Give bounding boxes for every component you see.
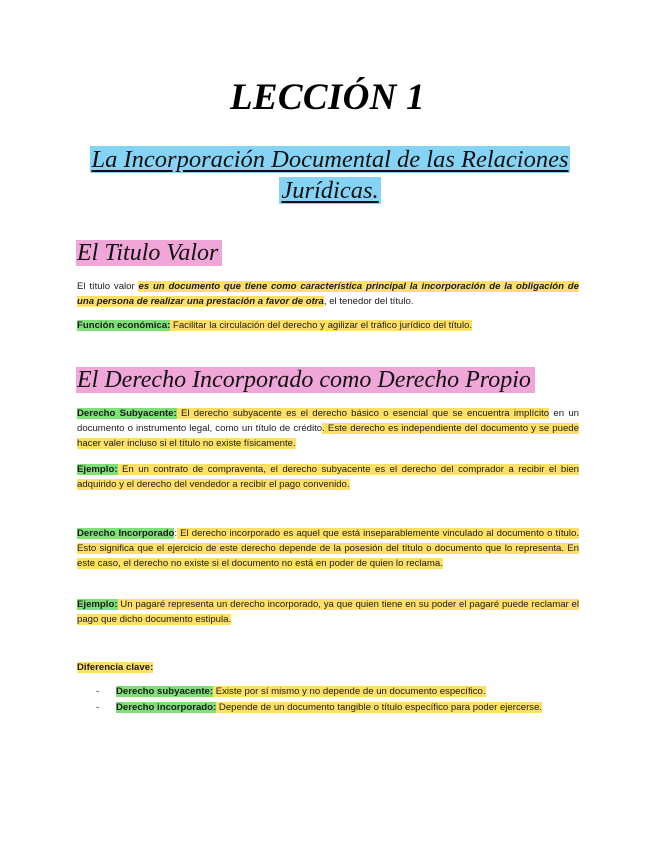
subtitle-text: La Incorporación Documental de las Relaciones Jurídicas. [91,146,569,204]
list-bullet: - [96,702,100,713]
heading-titulo-valor-text: El Titulo Valor [76,240,222,266]
subyacente-text-b: en un documento o instrumento legal, como un título de crédito [77,408,579,434]
paragraph-derecho-subyacente [77,406,579,451]
page-subtitle [70,144,590,206]
heading-derecho-propio [76,367,535,394]
paragraph-ejemplo-1 [77,462,579,492]
diferencia-label: Diferencia clave: [77,662,154,673]
paragraph-derecho-incorporado [77,526,579,571]
diferencias-list [92,684,579,716]
list-item-text: Existe por sí mismo y no depende de un documento específico. [213,686,486,697]
funcion-label: Función económica: [77,320,171,331]
def-pre-text: El título valor [77,281,139,292]
paragraph-ejemplo-2 [77,597,579,627]
incorporado-text-a: El derecho incorporado es aquel que está inseparablemente vinculado al documento o título. [177,528,579,539]
heading-derecho-propio-text: El Derecho Incorporado como Derecho Propio [76,367,535,393]
subyacente-label: Derecho Subyacente: [77,408,177,419]
list-bullet: - [96,686,100,697]
subyacente-text-c: . Este derecho es independiente del documento y se puede hacer valer incluso si el título no existe físicamente. [77,423,579,449]
incorporado-text-b: Esto significa que el ejercicio de este derecho depende de la posesión del título o documento que lo representa. [77,543,564,554]
paragraph-definicion-titulo-valor [77,279,579,309]
list-item-label: Derecho incorporado: [116,702,217,713]
ejemplo2-text: Un pagaré representa un derecho incorporado, ya que quien tiene en su poder el pagaré puede reclamar el pago que dicho documento estipula. [77,599,579,625]
incorporado-text-c: En este caso, el derecho no existe si el documento no está en poder de quien lo reclama. [77,543,579,569]
ejemplo1-text: En un contrato de compraventa, el derecho subyacente es el derecho del comprador a recibir el bien adquirido y el derecho del vendedor a recibir el pago convenido. [77,464,579,490]
ejemplo1-label: Ejemplo: [77,464,118,475]
funcion-text: Facilitar la circulación del derecho y agilizar el tráfico jurídico del título. [170,320,473,331]
paragraph-funcion-economica [77,318,579,333]
page-title: LECCIÓN 1 [230,77,425,118]
list-item-text: Depende de un documento tangible o título específico para poder ejercerse. [216,702,543,713]
def-post-text: , el tenedor del título. [323,296,414,307]
ejemplo2-label: Ejemplo: [77,599,118,610]
subyacente-text-a: El derecho subyacente es el derecho básico o esencial que se encuentra implícito [176,408,550,419]
diferencia-clave-heading [77,660,579,675]
incorporado-colon: : [174,528,178,539]
list-item [92,684,579,699]
heading-titulo-valor [76,240,222,267]
list-item-label: Derecho subyacente: [116,686,214,697]
def-highlight-text: es un documento que tiene como característica principal la incorporación de la obligación de una persona de realizar una prestación a favor de otra [77,281,579,307]
list-item [92,700,579,715]
incorporado-label: Derecho Incorporado [77,528,175,539]
